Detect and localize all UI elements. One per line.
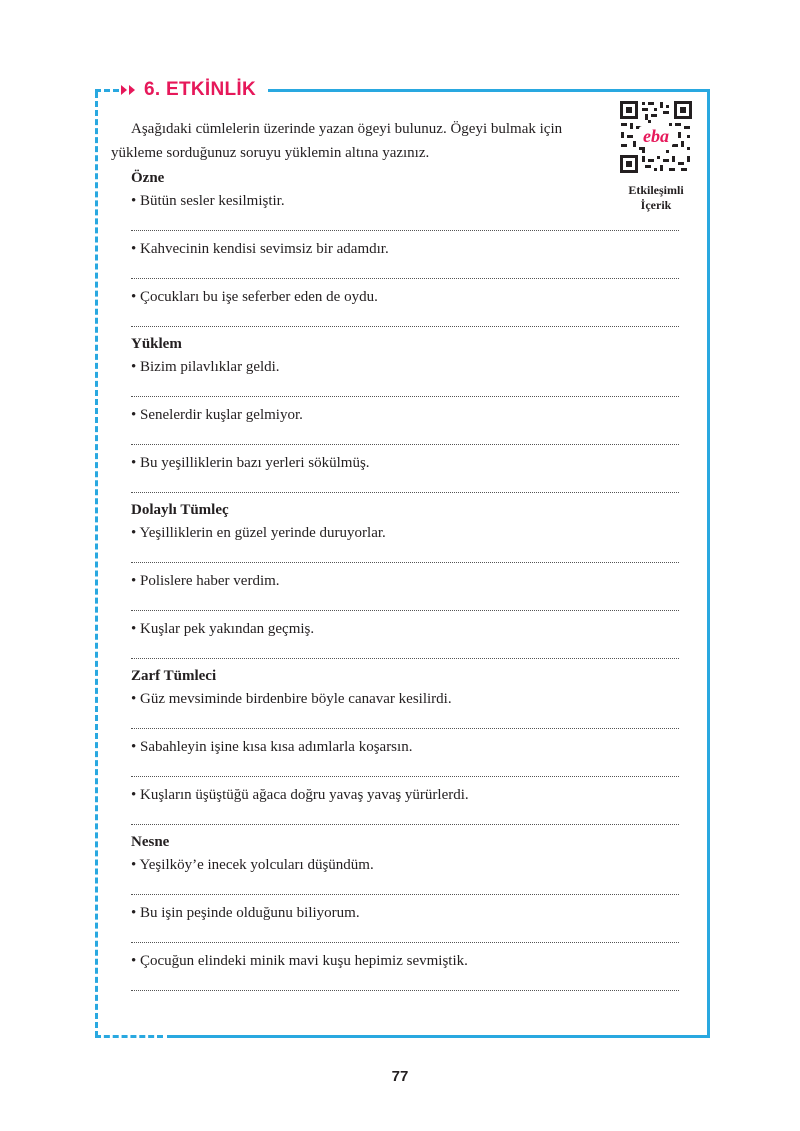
activity-title: 6. ETKİNLİK xyxy=(144,79,257,100)
exercise-item xyxy=(131,451,679,499)
exercise-sentence: • Senelerdir kuşlar gelmiyor. xyxy=(131,407,303,423)
frame-top-border xyxy=(268,89,710,92)
exercise-item xyxy=(131,237,679,285)
exercise-content xyxy=(131,167,679,997)
answer-line[interactable] xyxy=(131,475,679,499)
exercise-item xyxy=(131,735,679,783)
frame-bottom-border xyxy=(167,1035,710,1038)
page-number: 77 xyxy=(391,1068,409,1085)
exercise-item xyxy=(131,687,679,735)
section-nesne xyxy=(131,831,679,997)
exercise-sentence: • Kuşlar pek yakından geçmiş. xyxy=(131,621,315,637)
answer-line[interactable] xyxy=(131,427,679,451)
exercise-sentence: • Yeşilköy’e inecek yolcuları düşündüm. xyxy=(131,857,374,873)
frame-right-border xyxy=(707,89,710,1037)
section-title: Zarf Tümleci xyxy=(131,668,217,684)
exercise-item xyxy=(131,285,679,333)
answer-line[interactable] xyxy=(131,973,679,997)
frame-left-border xyxy=(95,92,98,1037)
exercise-sentence: • Çocuğun elindeki minik mavi kuşu hepimiz sevmiştik. xyxy=(131,953,468,969)
exercise-item xyxy=(131,783,679,831)
qr-caption-line1: Etkileşimli xyxy=(628,183,684,197)
frame-bottom-left-border xyxy=(95,1035,163,1038)
answer-line[interactable] xyxy=(131,641,679,665)
answer-line[interactable] xyxy=(131,759,679,783)
exercise-sentence: • Çocukları bu işe seferber eden de oydu. xyxy=(131,289,378,305)
section-zarf-tumleci xyxy=(131,665,679,831)
exercise-sentence: • Bu yeşilliklerin bazı yerleri sökülmüş. xyxy=(131,455,370,471)
section-yuklem xyxy=(131,333,679,499)
exercise-sentence: • Kahvecinin kendisi sevimsiz bir adamdır. xyxy=(131,241,389,257)
answer-line[interactable] xyxy=(131,593,679,617)
section-title: Özne xyxy=(131,170,165,186)
section-ozne xyxy=(131,167,679,333)
eba-logo: eba xyxy=(643,126,669,146)
answer-line[interactable] xyxy=(131,877,679,901)
exercise-sentence: • Bizim pilavlıklar geldi. xyxy=(131,359,280,375)
answer-line[interactable] xyxy=(131,261,679,285)
double-arrow-icon xyxy=(120,83,138,97)
exercise-item xyxy=(131,949,679,997)
qr-caption-line2: İçerik xyxy=(640,198,672,212)
answer-line[interactable] xyxy=(131,711,679,735)
answer-line[interactable] xyxy=(131,309,679,333)
exercise-sentence: • Kuşların üşüştüğü ağaca doğru yavaş yavaş yürürlerdi. xyxy=(131,787,469,803)
activity-instructions: Aşağıdaki cümlelerin üzerinde yazan ögeyi bulunuz. Ögeyi bulmak için yükleme sorduğunuz soruyu yüklemin altına yazınız. xyxy=(111,121,563,161)
exercise-item xyxy=(131,617,679,665)
activity-header xyxy=(120,76,264,104)
section-dolayli-tumlec xyxy=(131,499,679,665)
exercise-sentence: • Güz mevsiminde birdenbire böyle canavar kesilirdi. xyxy=(131,691,452,707)
exercise-item xyxy=(131,521,679,569)
exercise-sentence: • Yeşilliklerin en güzel yerinde duruyorlar. xyxy=(131,525,386,541)
section-title: Yüklem xyxy=(131,336,182,352)
exercise-sentence: • Bütün sesler kesilmiştir. xyxy=(131,193,285,209)
exercise-sentence: • Polislere haber verdim. xyxy=(131,573,280,589)
exercise-item xyxy=(131,569,679,617)
section-title: Nesne xyxy=(131,834,170,850)
exercise-sentence: • Sabahleyin işine kısa kısa adımlarla koşarsın. xyxy=(131,739,413,755)
exercise-item xyxy=(131,853,679,901)
exercise-item xyxy=(131,403,679,451)
answer-line[interactable] xyxy=(131,379,679,403)
exercise-item xyxy=(131,901,679,949)
section-title: Dolaylı Tümleç xyxy=(131,502,229,518)
answer-line[interactable] xyxy=(131,925,679,949)
exercise-item xyxy=(131,189,679,237)
exercise-sentence: • Bu işin peşinde olduğunu biliyorum. xyxy=(131,905,360,921)
answer-line[interactable] xyxy=(131,213,679,237)
frame-top-left-border xyxy=(95,89,119,92)
answer-line[interactable] xyxy=(131,545,679,569)
exercise-item xyxy=(131,355,679,403)
answer-line[interactable] xyxy=(131,807,679,831)
